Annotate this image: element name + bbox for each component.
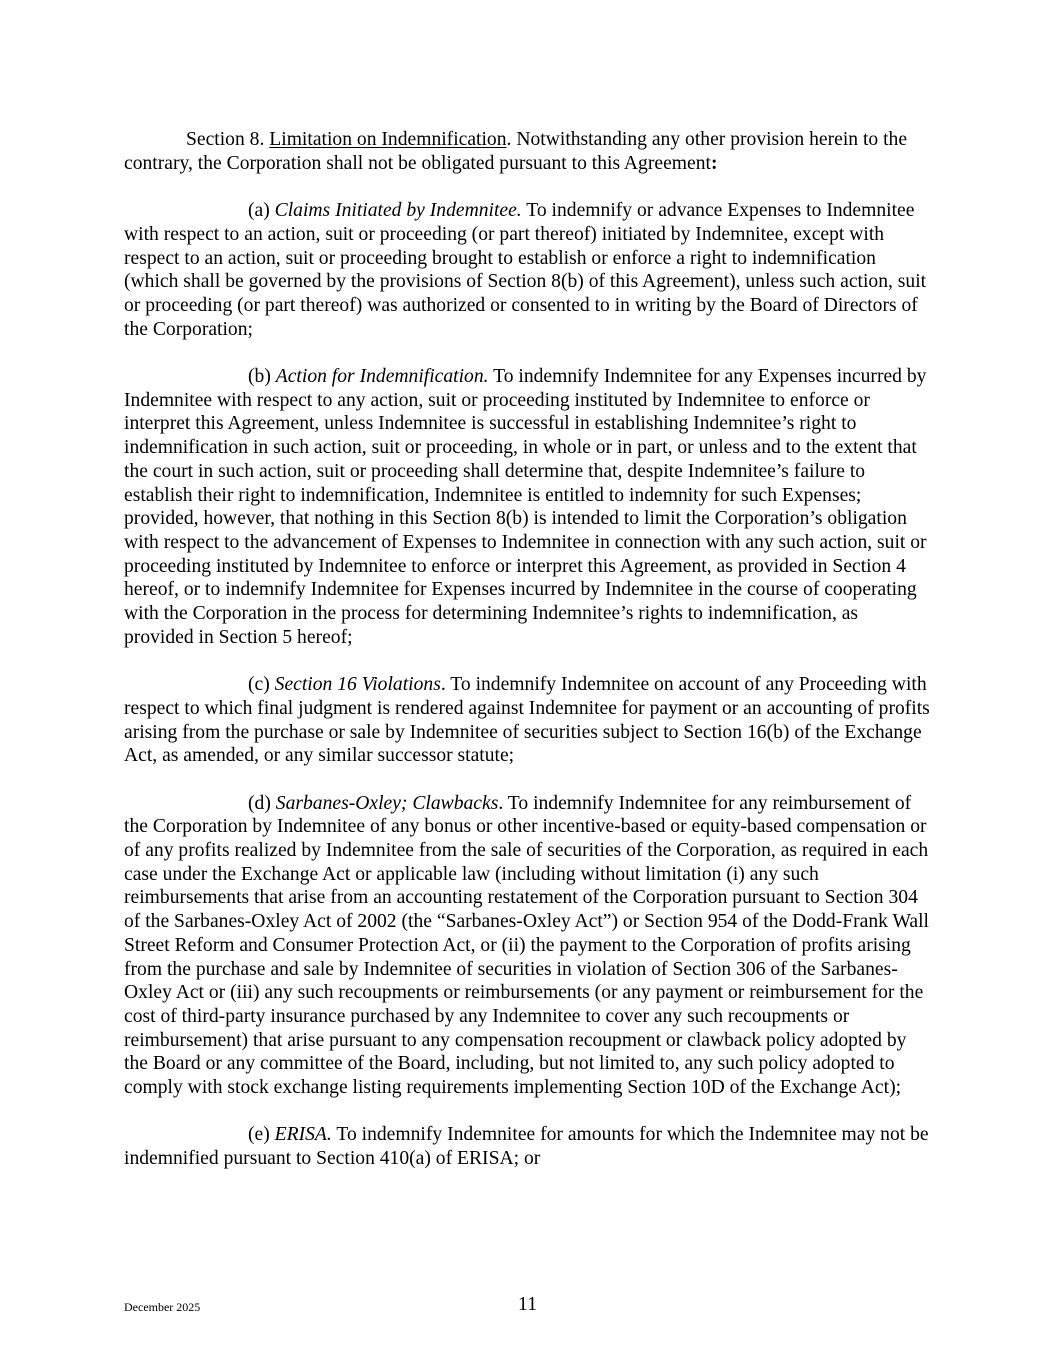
clause-marker: (d) (248, 792, 271, 814)
clause-a (124, 199, 932, 341)
clause-body: . To indemnify Indemnitee for any reimbursement of the Corporation by Indemnitee of any bonus or other incentive-based or equity-based compensation or of any profits realized by Indemnitee from the sale of securities of the Corporation, as required in each case under the Exchange Act or applicable law (including without limitation (i) any such reimbursements that arise from an accounting restatement of the Corporation pursuant to Section 304 of the Sarbanes-Oxley Act of 2002 (the “Sarbanes-Oxley Act”) or Section 954 of the Dodd-Frank Wall Street Reform and Consumer Protection Act, or (ii) the payment to the Corporation of profits arising from the purchase and sale by Indemnitee of securities in violation of Section 306 of the Sarbanes-Oxley Act or (iii) any such recoupments or reimbursements (or any payment or reimbursement for the cost of third-party insurance purchased by any Indemnitee to cover any such recoupments or reimbursement) that arise pursuant to any compensation recoupment or clawback policy adopted by the Board or any committee of the Board, including, but not limited to, any such policy adopted to comply with stock exchange listing requirements implementing Section 10D of the Exchange Act); (124, 792, 929, 1099)
clause-marker: (a) (248, 200, 270, 222)
clause-body: To indemnify or advance Expenses to Indemnitee with respect to an action, suit or proceeding (or part thereof) initiated by Indemnitee, except with respect to an action, suit or proceeding brought to establish or enforce a right to indemnification (which shall be governed by the provisions of Section 8(b) of this Agreement), unless such action, suit or proceeding (or part thereof) was authorized or consented to in writing by the Board of Directors of the Corporation; (124, 200, 927, 340)
clause-title: Action for Indemnification. (275, 366, 489, 387)
clause-title: Section 16 Violations (274, 674, 441, 696)
clause-e (124, 1123, 932, 1170)
clause-c (124, 673, 932, 768)
clause-body: To indemnify Indemnitee for any Expenses incurred by Indemnitee with respect to any action, suit or proceeding instituted by Indemnitee to enforce or interpret this Agreement, unless Indemnitee is successful in establishing Indemnitee’s right to indemnification in such action, suit or proceeding, in whole or in part, or unless and to the extent that the court in such action, suit or proceeding shall determine that, despite Indemnitee’s failure to establish their right to indemnification, Indemnitee is entitled to indemnity for such Expenses; provided, however, that nothing in this Section 8(b) is intended to limit the Corporation’s obligation with respect to the advancement of Expenses to Indemnitee in connection with any such action, suit or proceeding instituted by Indemnitee to enforce or interpret this Agreement, as provided in Section 4 hereof, or to indemnify Indemnitee for Expenses incurred by Indemnitee in the course of cooperating with the Corporation in the process for determining Indemnitee’s rights to indemnification, as provided in Section 5 hereof; (124, 366, 927, 648)
clause-body: . To indemnify Indemnitee on account of any Proceeding with respect to which final judgment is rendered against Indemnitee for payment or an accounting of profits arising from the purchase or sale by Indemnitee of securities subject to Section 16(b) of the Exchange Act, as amended, or any similar successor statute; (124, 674, 930, 767)
section-intro-text: . Notwithstanding any other provision herein to the contrary, the Corporation shall not be obligated pursuant to this Agreement (124, 129, 908, 174)
document-page (124, 128, 932, 1171)
clause-b (124, 365, 932, 649)
clause-marker: (e) (248, 1124, 270, 1146)
section-label: Section 8. (186, 129, 265, 150)
clause-title: Sarbanes-Oxley; Clawbacks (275, 792, 499, 814)
footer-date: December 2025 (124, 1300, 201, 1314)
section-intro-colon: : (710, 152, 718, 174)
clause-d (124, 792, 932, 1100)
page-number: 11 (517, 1293, 538, 1315)
clause-title: ERISA. (274, 1124, 332, 1146)
clause-body: To indemnify Indemnitee for amounts for which the Indemnitee may not be indemnified pursuant to Section 410(a) of ERISA; or (124, 1124, 929, 1170)
clause-marker: (b) (248, 366, 271, 387)
clause-marker: (c) (248, 674, 270, 696)
clause-title: Claims Initiated by Indemnitee. (274, 200, 522, 222)
section-heading: Limitation on Indemnification (269, 129, 507, 150)
section-intro (124, 128, 932, 175)
